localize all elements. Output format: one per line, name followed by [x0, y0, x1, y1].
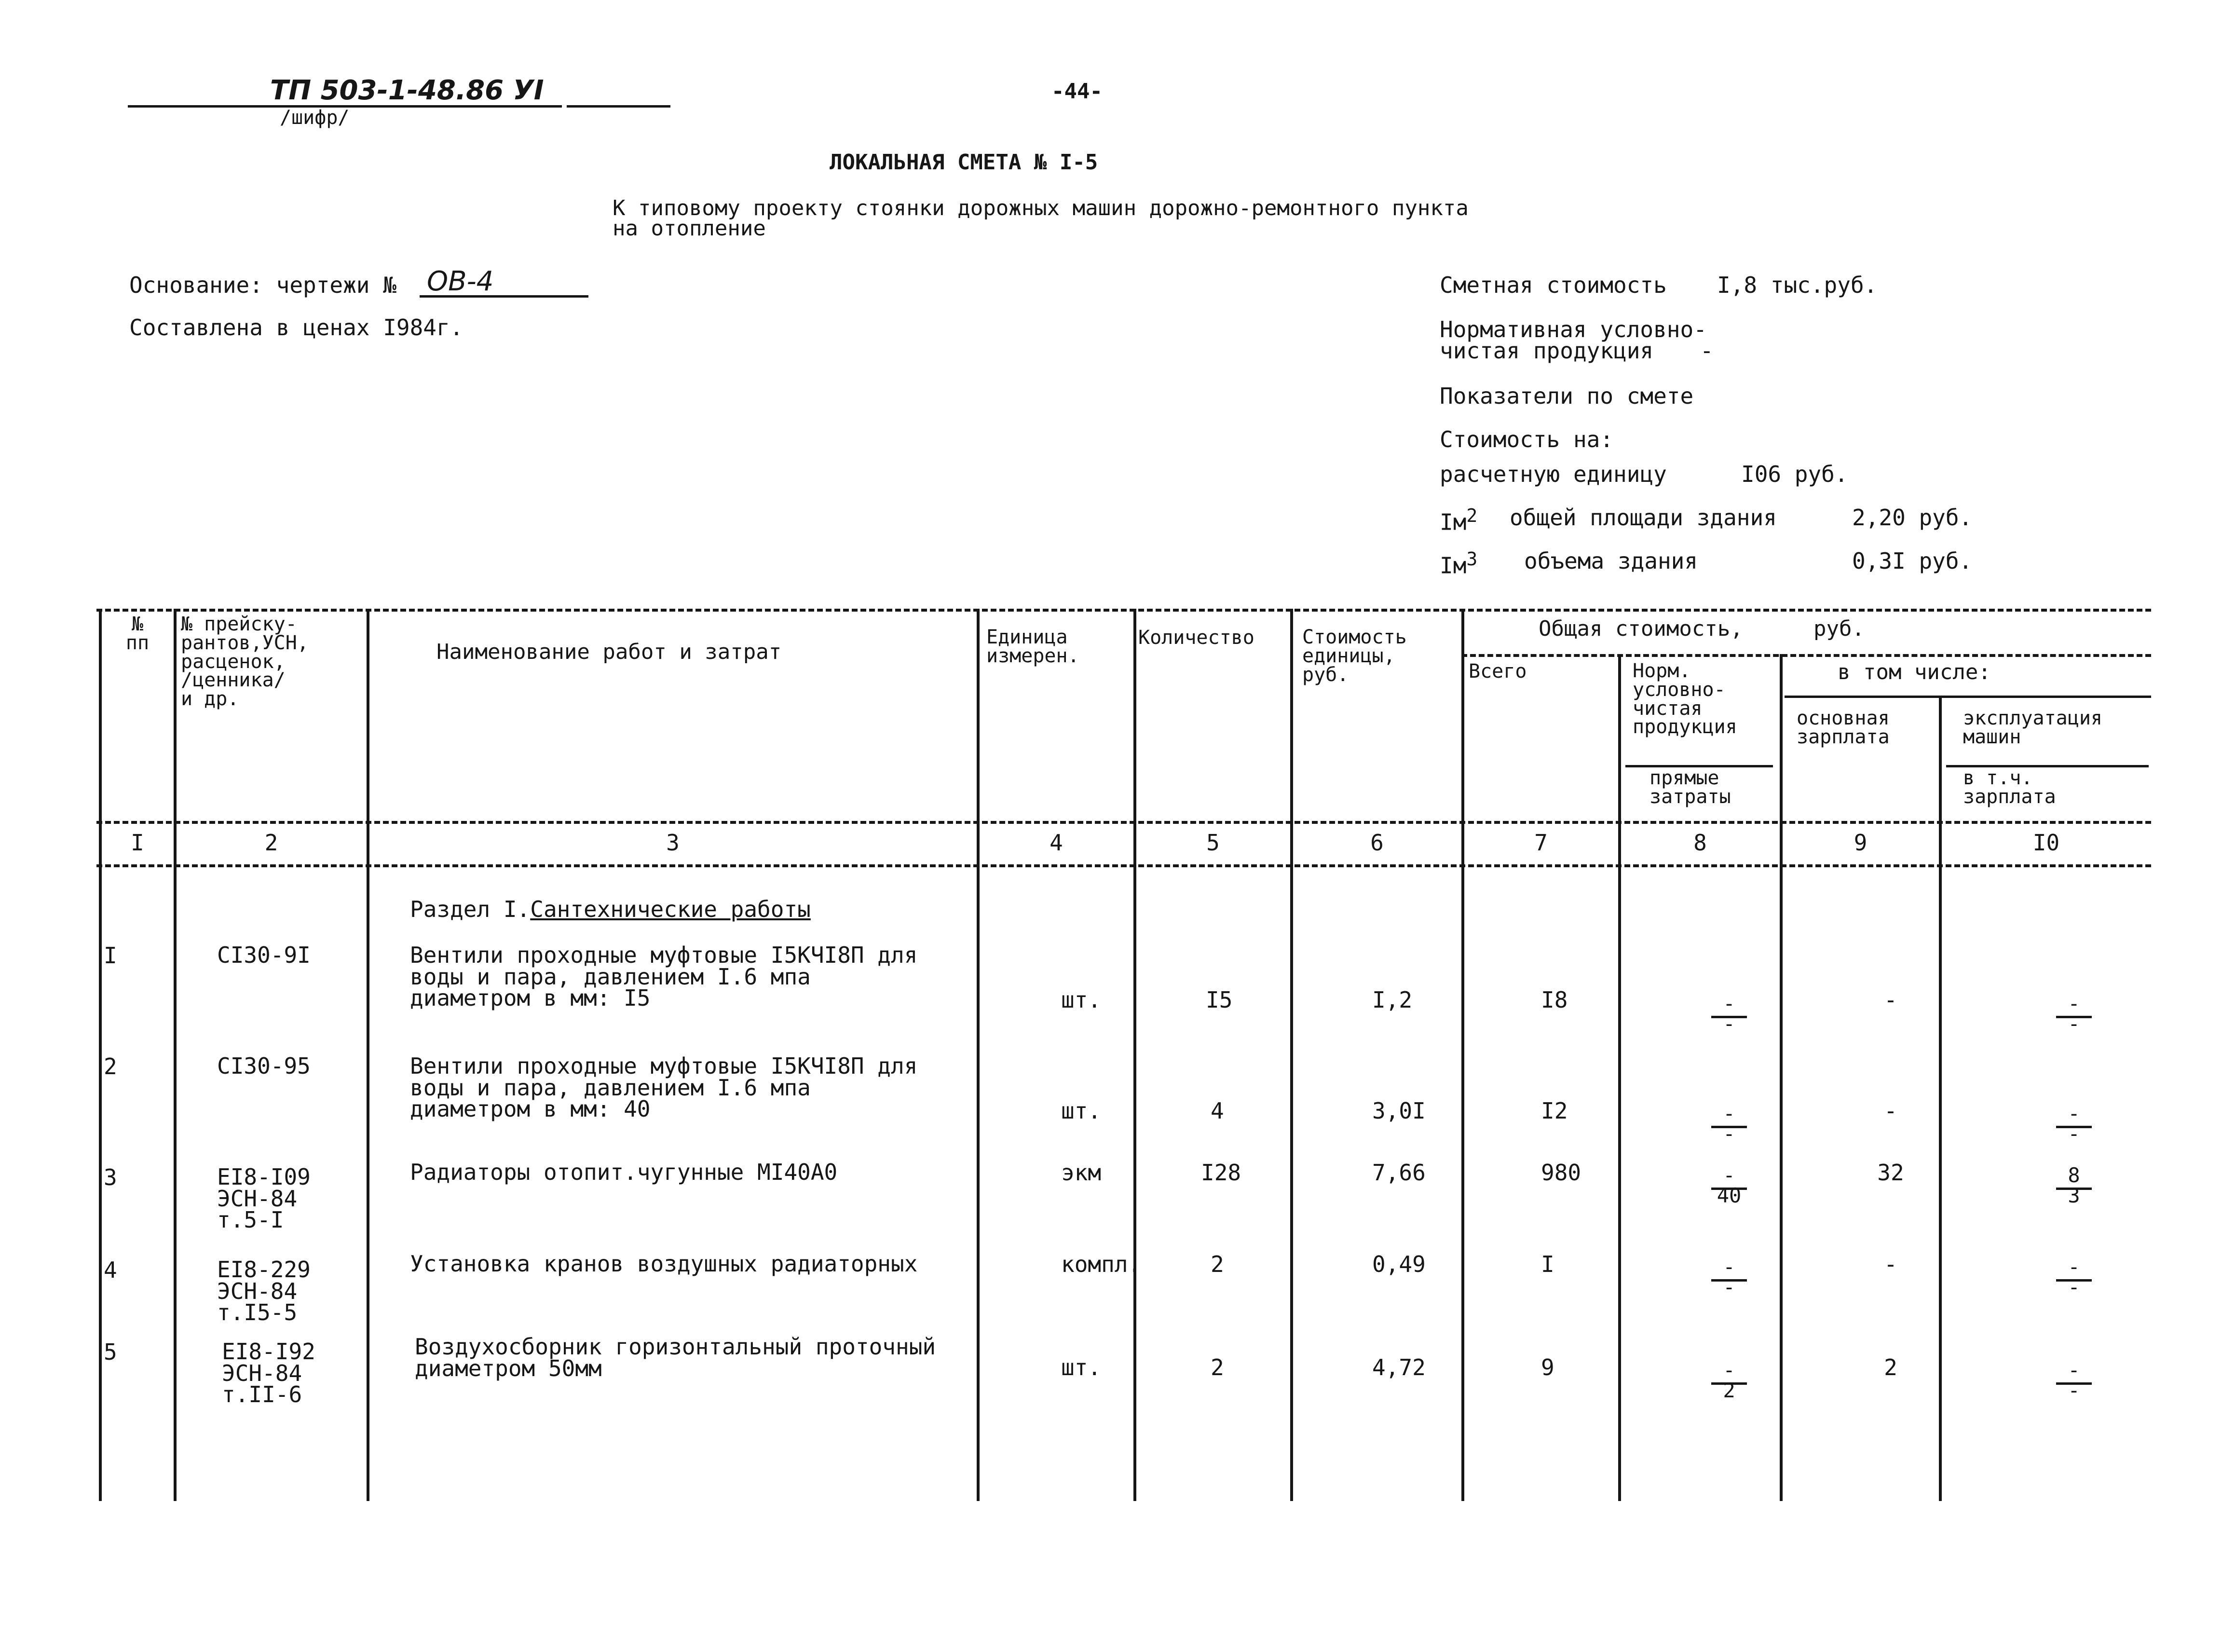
header-col9: основная зарплата	[1797, 707, 1890, 748]
cipher-label: /шифр/	[280, 107, 350, 129]
table-top-rule	[96, 609, 2151, 612]
area-value: 2,20 руб.	[1852, 505, 1973, 531]
row-total: 9	[1541, 1354, 1554, 1380]
fraction-numerator: -	[2068, 1102, 2080, 1125]
row-unit-price: 7,66	[1372, 1160, 1426, 1186]
row-total: I	[1541, 1251, 1554, 1277]
row-total: I2	[1541, 1098, 1568, 1124]
normative-line-1: Нормативная условно-	[1440, 316, 1707, 342]
row-number: 3	[104, 1164, 117, 1190]
area-unit	[1440, 506, 1477, 533]
fraction-denominator: -	[2068, 1012, 2080, 1036]
column-numbers-top-rule	[96, 821, 2151, 824]
prices-year: Составлена в ценах I984г.	[129, 314, 463, 341]
column-number-6: 6	[1370, 830, 1384, 856]
subheader-rule-total	[1461, 654, 2151, 657]
header-col8: Норм. условно- чистая продукция	[1633, 660, 1737, 738]
area-label: общей площади здания	[1510, 505, 1777, 531]
column-number-5: 5	[1206, 830, 1220, 856]
row-col9: -	[1884, 1098, 1897, 1124]
column-number-7: 7	[1534, 830, 1548, 856]
col-divider-4	[1133, 609, 1136, 1501]
header-col6: Стоимость единицы, руб.	[1302, 626, 1407, 686]
row-number: 2	[104, 1053, 117, 1079]
fraction-numerator: -	[2068, 1255, 2080, 1279]
row-col9: -	[1884, 1251, 1897, 1277]
indicators-label: Показатели по смете	[1440, 383, 1694, 409]
column-number-9: 9	[1854, 830, 1868, 856]
volume-unit-exp: 3	[1466, 548, 1478, 570]
page-number: -44-	[1051, 79, 1103, 104]
fraction-numerator: -	[1723, 1255, 1735, 1279]
row-quantity: I5	[1206, 987, 1233, 1013]
basis-label: Основание: чертежи №	[129, 272, 396, 298]
header-total-group: Общая стоимость,	[1539, 616, 1743, 641]
header-col10-sub: в т.ч. зарплата	[1963, 767, 2056, 808]
header-col1: № пп	[125, 613, 150, 654]
row-unit-price: 0,49	[1372, 1251, 1426, 1277]
cost-per-label: Стоимость на:	[1440, 426, 1614, 452]
column-numbers-bottom-rule	[96, 864, 2151, 867]
row-unit: шт.	[1061, 987, 1102, 1013]
header-incl-group: в том числе:	[1838, 660, 1991, 684]
fraction-numerator: -	[1723, 992, 1735, 1015]
row-code: СI30-95	[217, 1053, 311, 1079]
fraction-denominator: -	[1723, 1012, 1735, 1036]
per-unit-label: расчетную единицу	[1440, 461, 1667, 487]
row-unit-price: 4,72	[1372, 1354, 1426, 1380]
fraction-numerator: -	[1723, 1358, 1735, 1382]
row-name: Воздухосборник горизонтальный проточный диаметром 50мм	[415, 1334, 936, 1381]
subheader-rule-incl	[1785, 696, 2151, 698]
header-col10: эксплуатация машин	[1963, 707, 2102, 748]
fraction-denominator: -	[2068, 1122, 2080, 1146]
volume-value: 0,3I руб.	[1852, 548, 1973, 574]
document-title: ЛОКАЛЬНАЯ СМЕТА № I-5	[830, 150, 1098, 175]
col-divider-2	[367, 609, 369, 1501]
fraction-numerator: -	[1723, 1102, 1735, 1125]
row-code: ЕI8-I92 ЭСН-84 т.II-6	[222, 1338, 315, 1408]
row-unit: компл.	[1061, 1251, 1142, 1277]
fraction-numerator: -	[2068, 1358, 2080, 1382]
area-unit-exp: 2	[1466, 505, 1478, 526]
cipher: ТП 503-1-48.86 УI	[270, 75, 544, 106]
header-col7: Всего	[1469, 660, 1527, 683]
fraction-denominator: 2	[1723, 1379, 1735, 1402]
estimate-cost-value: I,8 тыс.руб.	[1717, 272, 1878, 298]
fraction-numerator: -	[1723, 1163, 1735, 1187]
row-unit-price: I,2	[1372, 987, 1413, 1013]
fraction-denominator: 40	[1717, 1184, 1742, 1207]
col-divider-7	[1618, 654, 1621, 1501]
row-name: Радиаторы отопит.чугунные МI40А0	[410, 1159, 838, 1185]
subtitle-line-2: на отопление	[613, 216, 766, 241]
fraction-numerator: 8	[2068, 1163, 2080, 1187]
row-unit: шт.	[1061, 1098, 1102, 1124]
fraction-denominator: -	[2068, 1379, 2080, 1402]
normative-line-2: чистая продукция	[1440, 338, 1654, 364]
column-number-4: 4	[1050, 830, 1063, 856]
row-number: 4	[104, 1257, 117, 1283]
row-code: ЕI8-229 ЭСН-84 т.I5-5	[217, 1256, 311, 1326]
col-divider-3	[977, 609, 980, 1501]
row-total: 980	[1541, 1160, 1581, 1186]
fraction-denominator: -	[2068, 1275, 2080, 1299]
row-col9: 2	[1884, 1354, 1897, 1380]
row-code: СI30-9I	[217, 942, 311, 968]
per-unit-value: I06 руб.	[1741, 461, 1848, 487]
header-col3: Наименование работ и затрат	[436, 640, 782, 664]
row-col9: -	[1884, 987, 1897, 1013]
row-unit-price: 3,0I	[1372, 1098, 1426, 1124]
header-col2: № прейску- рантов,УСН, расценок, /ценника/ и др.	[181, 613, 309, 710]
column-number-1: I	[131, 830, 144, 856]
fraction-denominator: -	[1723, 1275, 1735, 1299]
column-number-2: 2	[264, 830, 278, 856]
row-number: I	[104, 942, 117, 969]
subtitle-line-1: К типовому проекту стоянки дорожных машин дорожно-ремонтного пункта	[613, 196, 1469, 220]
row-name: Установка кранов воздушных радиаторных	[410, 1251, 918, 1277]
col-divider-1	[174, 609, 177, 1501]
row-quantity: 2	[1211, 1354, 1224, 1380]
row-col9: 32	[1877, 1160, 1904, 1186]
row-total: I8	[1541, 987, 1568, 1013]
volume-unit	[1440, 548, 1478, 579]
col-divider-5	[1290, 609, 1293, 1501]
section-prefix: Раздел I.	[410, 896, 531, 922]
row-unit: экм	[1061, 1160, 1102, 1186]
basis-drawing: ОВ-4	[427, 266, 494, 297]
col-divider-6	[1461, 609, 1464, 1501]
header-total-group-unit: руб.	[1813, 616, 1865, 641]
area-unit-base: Iм	[1440, 509, 1467, 535]
column-number-8: 8	[1693, 830, 1707, 856]
cipher-underline-right	[567, 105, 670, 108]
row-unit: шт.	[1061, 1354, 1102, 1380]
fraction-numerator: -	[2068, 992, 2080, 1015]
row-name: Вентили проходные муфтовые I5КЧI8П для воды и пара, давлением I.6 мпа диаметром в мм: 40	[410, 1053, 918, 1122]
header-col5: Количество	[1138, 627, 1254, 649]
column-number-3: 3	[666, 830, 680, 856]
row-quantity: I28	[1201, 1160, 1241, 1186]
normative-value: -	[1700, 338, 1714, 364]
basis-underline	[420, 295, 588, 298]
row-name: Вентили проходные муфтовые I5КЧI8П для воды и пара, давлением I.6 мпа диаметром в мм: I5	[410, 942, 918, 1011]
volume-label: объема здания	[1524, 548, 1698, 574]
row-code: ЕI8-I09 ЭСН-84 т.5-I	[217, 1164, 311, 1233]
section-title-text: Сантехнические работы	[530, 896, 811, 922]
fraction-denominator: -	[1723, 1122, 1735, 1146]
col-divider-8	[1780, 654, 1783, 1501]
header-col8-sub: прямые затраты	[1649, 767, 1731, 808]
volume-unit-base: Iм	[1440, 552, 1467, 579]
fraction-denominator: 3	[2068, 1184, 2080, 1207]
column-number-10: I0	[2032, 830, 2060, 856]
estimate-cost-label: Сметная стоимость	[1440, 272, 1667, 298]
row-number: 5	[104, 1339, 117, 1365]
cipher-underline-left	[128, 105, 273, 108]
row-quantity: 2	[1211, 1251, 1224, 1277]
section-title	[410, 898, 811, 920]
row-quantity: 4	[1211, 1098, 1224, 1124]
table-left-border	[99, 609, 102, 1501]
header-col4: Единица измерен.	[986, 626, 1079, 667]
col-divider-9	[1939, 696, 1942, 1501]
